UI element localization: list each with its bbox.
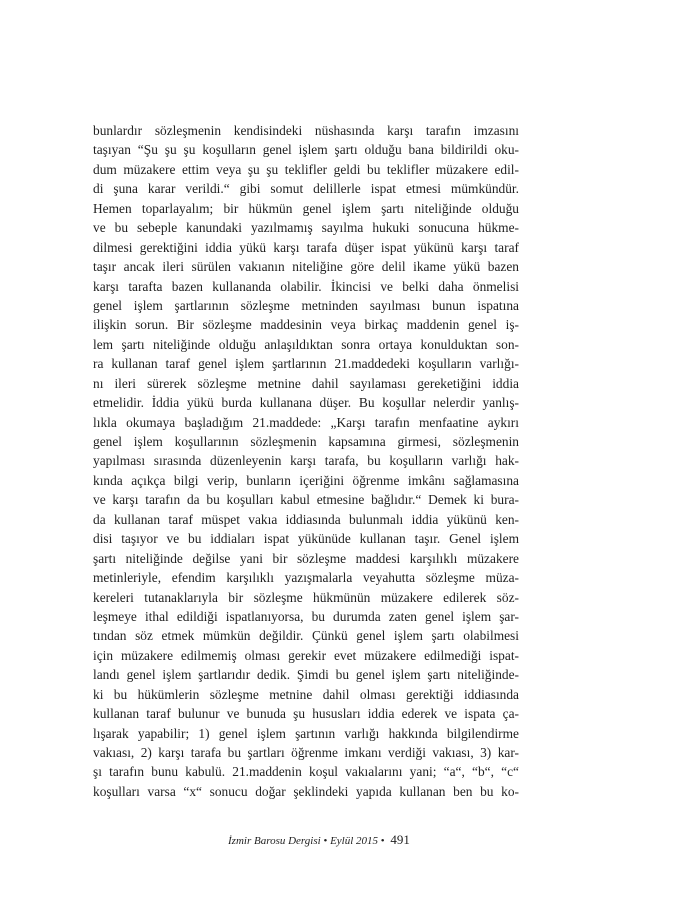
page-footer [228,832,478,849]
text-line: dum müzakere ettim veya şu şu teklifler geldi bu teklifler müzakere edil- [93,161,519,177]
footer-separator: • [380,835,385,847]
text-line: için müzakere edilmemiş olması gerekir evet müzakere edilmediği ispat- [93,647,519,663]
text-line: şartı niteliğinde değilse yani bir sözleşme maddesi karşılıklı müzakere [93,550,519,566]
page-number: 491 [390,832,410,847]
issue-date: Eylül 2015 [330,835,379,847]
text-line: lıkla okumaya başladığım 21.maddede: „Karşı tarafın menfaatine aykırı [93,414,519,430]
text-line: vakıası, 2) karşı tarafa bu şartları öğrenme imkanı verdiği vakıası, 3) kar- [93,745,519,760]
body-text [93,121,519,801]
text-line: lem şartı niteliğinde olduğu anlaşıldıktan sonra ortaya konulduktan son- [93,336,519,352]
text-line: genel işlem koşullarının sözleşmenin kapsamına girmesi, sözleşmenin [93,434,519,449]
text-line: taşıyan “Şu şu şu koşulların genel işlem şartı olduğu bana bildirildi oku- [93,142,519,158]
text-line: kullanan taraf bulunur ve bunuda şu hususları iddia ederek ve ispata ça- [93,706,519,722]
text-line: etmelidir. İddia yükü burda kullanana düşer. Bu koşullar nelerdir yanlış- [93,395,519,411]
text-line: ki bu hükümlerin sözleşme metnine dahil olması gerektiği iddiasında [93,686,519,702]
text-line: genel işlem şartlarının sözleşme metninden sayılması bunun ispatına [93,297,519,313]
text-line: ve karşı tarafın da bu koşulları kabul etmesine bağlıdır.“ Demek ki bura- [93,492,519,508]
text-line: dilmesi gerektiğini iddia yükü karşı tarafa düşer ispat yükünü karşı taraf [93,239,519,255]
text-line: metinleriyle, efendim karşılıklı yazışmalarla veyahutta sözleşme müza- [93,570,519,586]
text-line: taşır ancak ileri sürülen vakıanın niteliğine göre delil ikame yükü bazen [93,259,519,275]
text-line: bunlardır sözleşmenin kendisindeki nüshasında karşı tarafın imzasını [93,123,519,138]
text-line: kereleri tutanaklarıyla bir sözleşme hükmünün müzakere edilerek söz- [93,589,519,605]
text-line: yapılması sırasında düzenleyenin karşı tarafa, bu koşulların varlığı hak- [93,453,519,469]
text-line: landı genel işlem şartlarıdır dedik. Şimdi bu genel işlem şartı niteliğinde- [93,667,519,683]
text-line: di şuna karar verildi.“ gibi somut delillerle ispat etmesi mümkündür. [93,181,519,197]
text-line: ra kullanan taraf genel işlem şartlarının 21.maddedeki koşulların varlığı- [93,356,519,372]
text-line: ve bu sebeple kanundaki yazılmamış sayılma hukuki sonucuna hükme- [93,220,519,236]
text-line: karşı tarafta bazen kullananda olabilir. İkincisi ve belki daha önmelisi [93,278,519,294]
text-line: koşulları varsa “x“ sonucu doğar şeklindeki yapıda kullanan ben bu ko- [93,783,519,799]
text-line: kında açıkça bilgi verip, bunların içeriğini öğrenme imkânı sağlamasına [93,472,519,488]
text-line: Hemen toparlayalım; bir hükmün genel işlem şartı niteliğinde olduğu [93,200,519,216]
text-line: şı tarafın bunu kabulü. 21.maddenin koşul vakıalarını yani; “a“, “b“, “c“ [93,764,519,780]
text-line: nı ileri sürerek sözleşme metnine dahil sayılaması gereketiğini iddia [93,375,519,391]
text-line: leşmeye ithal edildiği ispatlanıyorsa, bu durumda zaten genel işlem şar- [93,608,519,624]
text-line: disi taşıyor ve bu iddiaları ispat yükünüde kullanan taşır. Genel işlem [93,531,519,547]
text-line: ilişkin sorun. Bir sözleşme maddesinin veya birkaç maddenin genel iş- [93,317,519,333]
footer-separator: • [323,835,328,847]
text-line: lışarak yapabilir; 1) genel işlem şartının varlığı hakkında bilgilendirme [93,725,519,741]
text-line: tından söz etmek mümkün değildir. Çünkü genel işlem şartı olabilmesi [93,628,519,644]
text-line: da kullanan taraf müspet vakıa iddiasında bulunmalı iddia yükünü ken- [93,511,519,527]
journal-name: İzmir Barosu Dergisi [228,835,321,847]
